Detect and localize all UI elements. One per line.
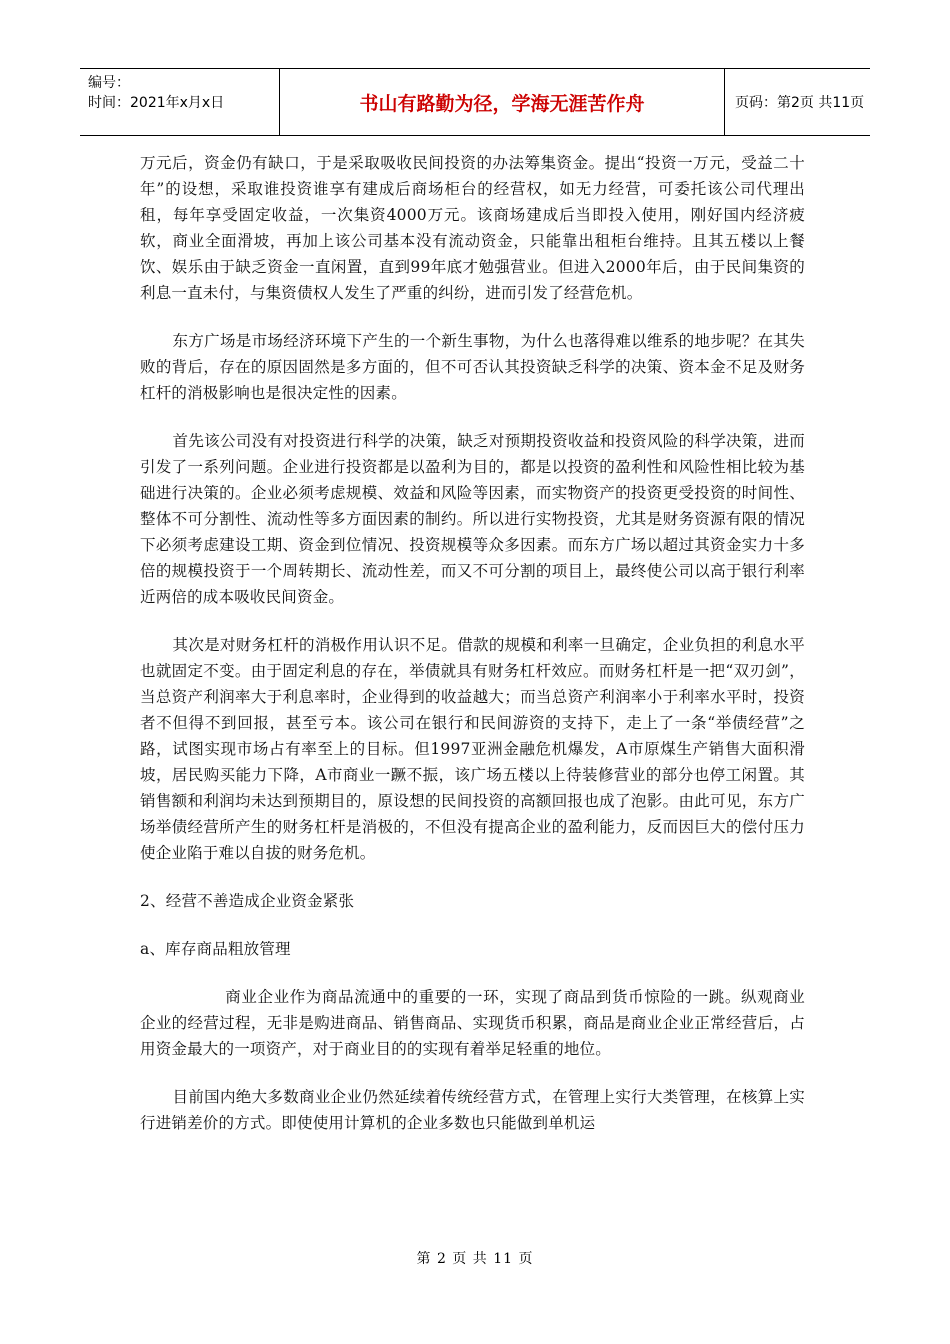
- paragraph: 首先该公司没有对投资进行科学的决策，缺乏对预期投资收益和投资风险的科学决策，进而引发了一系列问题。企业进行投资都是以盈利为目的，都是以投资的盈利性和风险性相比较为基础进行决策的。企业必须考虑规模、效益和风险等因素，而实物资产的投资更受投资的时间性、整体不可分割性、流动性等多方面因素的制约。所以进行实物投资，尤其是财务资源有限的情况下必须考虑建设工期、资金到位情况、投资规模等众多因素。而东方广场以超过其资金实力十多倍的规模投资于一个周转期长、流动性差，而又不可分割的项目上，最终使公司以高于银行利率近两倍的成本吸收民间资金。: [140, 432, 805, 606]
- number-label: 编号：: [88, 75, 130, 91]
- paragraph: 其次是对财务杠杆的消极作用认识不足。借款的规模和利率一旦确定，企业负担的利息水平也就固定不变。由于固定利息的存在，举债就具有财务杠杆效应。而财务杠杆是一把“双刃剑”，当总资产利润率大于利息率时，企业得到的收益越大；而当总资产利润率小于利率水平时，投资者不但得不到回报，甚至亏本。该公司在银行和民间游资的支持下，走上了一条“举债经营”之路，试图实现市场占有率至上的目标。但1997亚洲金融危机爆发，A市原煤生产销售大面积滑坡，居民购买能力下降，A市商业一蹶不振，该广场五楼以上待装修营业的部分也停工闲置。其销售额和利润均未达到预期目的，原设想的民间投资的高额回报也成了泡影。由此可见，东方广场举债经营所产生的财务杠杆是消极的，不但没有提高企业的盈利能力，反而因巨大的偿付压力使企业陷于难以自拔的财务危机。: [140, 636, 805, 862]
- header-meta: [80, 69, 280, 135]
- document-body: [140, 150, 805, 1158]
- paragraph: 万元后，资金仍有缺口，于是采取吸收民间投资的办法筹集资金。提出“投资一万元，受益二十年”的设想，采取谁投资谁享有建成后商场柜台的经营权，如无力经营，可委托该公司代理出租，每年享受固定收益，一次集资4000万元。该商场建成后当即投入使用，刚好国内经济疲软，商业全面滑坡，再加上该公司基本没有流动资金，只能靠出租柜台维持。且其五楼以上餐饮、娱乐由于缺乏资金一直闲置，直到99年底才勉强营业。但进入2000年后，由于民间集资的利息一直未付，与集资债权人发生了严重的纠纷，进而引发了经营危机。: [140, 154, 805, 302]
- page-header: [80, 68, 870, 136]
- section-heading: 2、经营不善造成企业资金紧张: [140, 892, 355, 910]
- subsection-heading: a、库存商品粗放管理: [140, 940, 291, 958]
- paragraph: 商业企业作为商品流通中的重要的一环，实现了商品到货币惊险的一跳。纵观商业企业的经营过程，无非是购进商品、销售商品、实现货币积累，商品是商业企业正常经营后，占用资金最大的一项资产，对于商业目的的实现有着举足轻重的地位。: [140, 988, 805, 1058]
- paragraph: 目前国内绝大多数商业企业仍然延续着传统经营方式，在管理上实行大类管理，在核算上实行进销差价的方式。即使使用计算机的企业多数也只能做到单机运: [140, 1088, 805, 1132]
- date-label: 时间：2021年x月x日: [88, 95, 225, 111]
- header-page-info: 页码：第2页 共11页: [735, 95, 865, 111]
- paragraph: 东方广场是市场经济环境下产生的一个新生事物，为什么也落得难以维系的地步呢？在其失败的背后，存在的原因固然是多方面的，但不可否认其投资缺乏科学的决策、资本金不足及财务杠杆的消极影响也是很决定性的因素。: [140, 332, 805, 402]
- page-footer: 第 2 页 共 11 页: [416, 1251, 534, 1267]
- header-motto: 书山有路勤为径，学海无涯苦作舟: [280, 69, 725, 135]
